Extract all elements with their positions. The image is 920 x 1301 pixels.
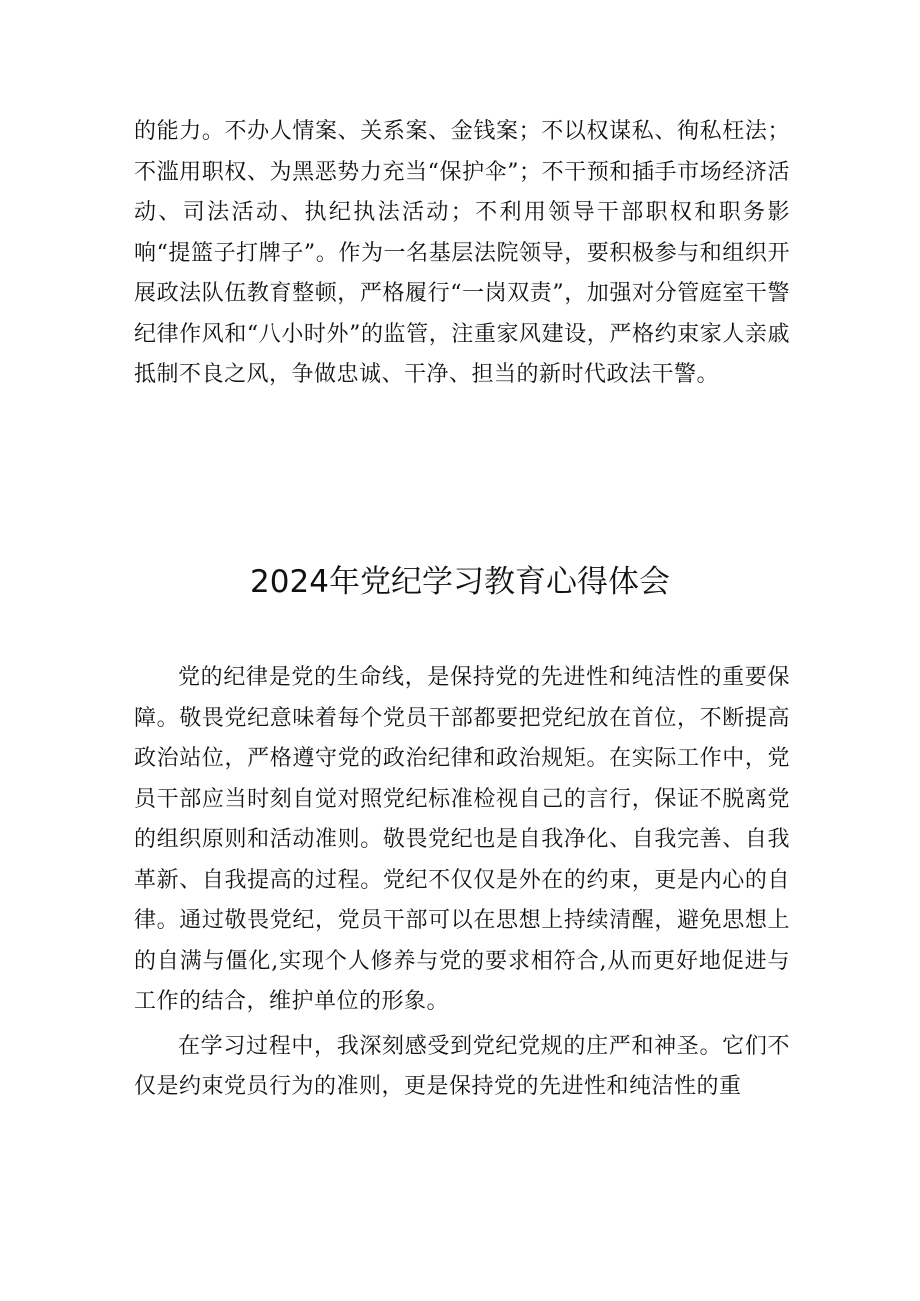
continued-paragraph: 的能力。不办人情案、关系案、金钱案；不以权谋私、徇私枉法；不滥用职权、为黑恶势力充当“保护伞”；不干预和插手市场经济活动、司法活动、执纪执法活动；不利用领导干部职权和职务影响“提篮子打牌子”。作为一名基层法院领导，要积极参与和组织开展政法队伍教育整顿，严格履行“一岗双责”，加强对分管庭室干警纪律作风和“八小时外”的监管，注重家风建设，严格约束家人亲戚抵制不良之风，争做忠诚、干净、担当的新时代政法干警。: [134, 119, 790, 387]
body-paragraph-1: 党的纪律是党的生命线，是保持党的先进性和纯洁性的重要保障。敬畏党纪意味着每个党员干部都要把党纪放在首位，不断提高政治站位，严格遵守党的政治纪律和政治规矩。在实际工作中，党员干部应当时刻自觉对照党纪标准检视自己的言行，保证不脱离党的组织原则和活动准则。敬畏党纪也是自我净化、自我完善、自我革新、自我提高的过程。党纪不仅仅是外在的约束，更是内心的自律。通过敬畏党纪，党员干部可以在思想上持续清醒，避免思想上的自满与僵化,实现个人修养与党的要求相符合,从而更好地促进与工作的结合，维护单位的形象。: [134, 665, 790, 1014]
document-title: 2024年党纪学习教育心得体会: [250, 564, 670, 600]
body-paragraph-2: 在学习过程中，我深刻感受到党纪党规的庄严和神圣。它们不仅是约束党员行为的准则，更是保持党的先进性和纯洁性的重: [134, 1033, 790, 1099]
document-body: [134, 658, 790, 1112]
